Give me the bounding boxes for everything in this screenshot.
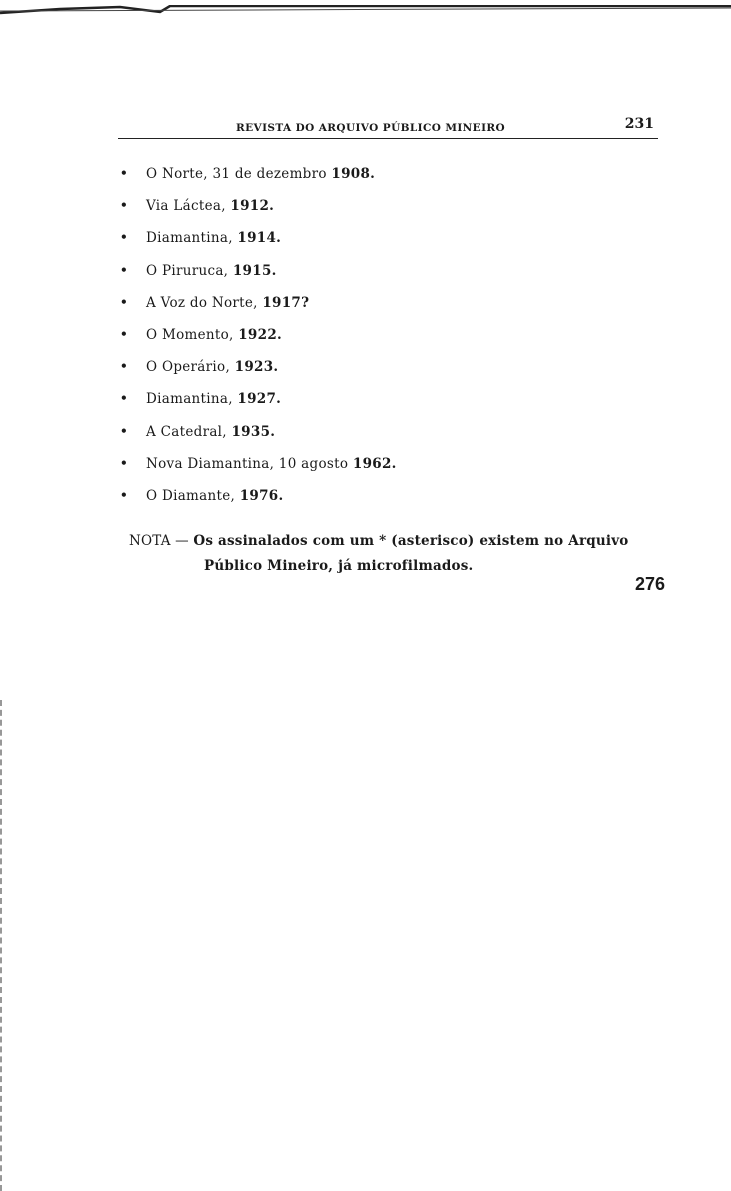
list-item — [120, 359, 397, 391]
running-title: REVISTA DO ARQUIVO PÚBLICO MINEIRO — [236, 122, 506, 134]
entry-year: 1935. — [231, 423, 276, 440]
list-item — [120, 424, 397, 456]
asterisk-marker: • — [120, 262, 128, 277]
entry-name: Nova Diamantina, 10 agosto — [146, 455, 349, 472]
note-first-line — [129, 529, 669, 554]
page-number: 231 — [624, 116, 654, 132]
entry-name: A Voz do Norte, — [146, 294, 258, 311]
entry-name: Diamantina, — [146, 230, 233, 247]
asterisk-marker: • — [120, 326, 128, 341]
list-item — [120, 263, 397, 295]
list-item — [120, 327, 397, 359]
list-item — [120, 166, 397, 198]
entry-name: O Momento, — [146, 326, 234, 343]
entry-year: 1962. — [352, 455, 397, 472]
footnote — [129, 529, 669, 579]
scan-left-edge — [0, 700, 5, 1191]
entry-name: Via Láctea, — [146, 198, 226, 215]
asterisk-marker: • — [120, 359, 128, 374]
scan-top-edge — [0, 0, 731, 10]
entry-name: O Diamante, — [146, 487, 236, 504]
entry-name: A Catedral, — [146, 423, 227, 440]
list-item — [120, 391, 397, 423]
entry-year: 1914. — [237, 230, 282, 247]
asterisk-marker: • — [120, 198, 128, 213]
entry-name: Diamantina, — [146, 391, 233, 408]
entry-year: 1912. — [230, 198, 275, 215]
entry-name: O Piruruca, — [146, 262, 229, 279]
newspaper-list — [120, 166, 397, 520]
note-text-line2: Público Mineiro, já microfilmados. — [204, 558, 474, 574]
asterisk-marker: • — [120, 230, 128, 245]
running-header — [118, 116, 658, 139]
list-item — [120, 295, 397, 327]
asterisk-marker: • — [120, 487, 128, 502]
entry-year: 1923. — [234, 359, 279, 376]
entry-year: 1915. — [232, 262, 277, 279]
asterisk-marker: • — [120, 455, 128, 470]
note-text-line1: Os assinalados com um * (asterisco) existem no Arquivo — [193, 533, 629, 549]
asterisk-marker: • — [120, 294, 128, 309]
entry-year: 1976. — [239, 487, 284, 504]
entry-name: O Norte, 31 de dezembro — [146, 166, 327, 182]
folio-number: 276 — [634, 574, 665, 594]
asterisk-marker: • — [120, 166, 128, 180]
asterisk-marker: • — [120, 423, 128, 438]
entry-name: O Operário, — [146, 359, 231, 376]
entry-year: 1908. — [331, 166, 376, 182]
list-item — [120, 488, 397, 520]
list-item — [120, 456, 397, 488]
note-label: NOTA — — [129, 533, 189, 549]
entry-year: 1927. — [237, 391, 282, 408]
list-item — [120, 230, 397, 262]
entry-year: 1917? — [262, 294, 310, 311]
asterisk-marker: • — [120, 391, 128, 406]
entry-year: 1922. — [238, 326, 283, 343]
list-item — [120, 198, 397, 230]
